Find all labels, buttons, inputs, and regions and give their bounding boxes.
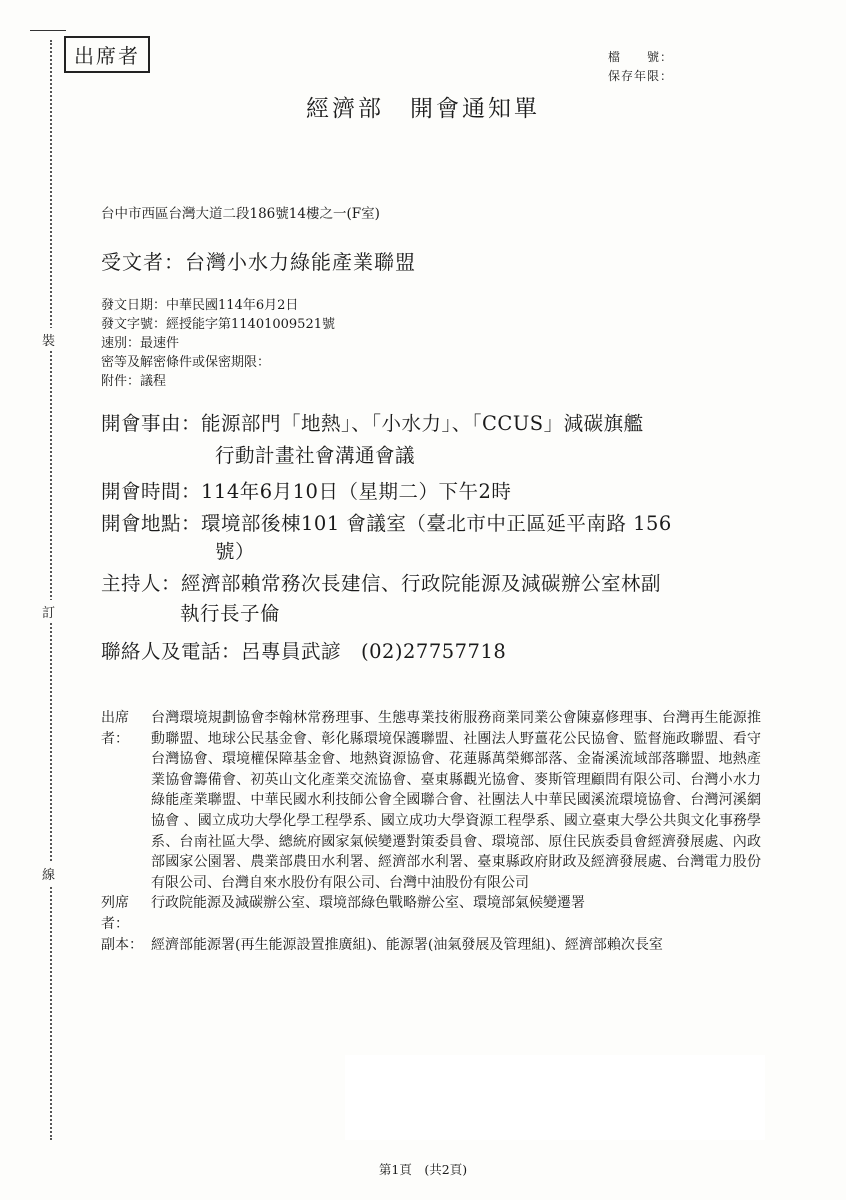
page-number: 第1頁 (共2頁) <box>378 1162 468 1177</box>
meeting-reason-label: 開會事由： <box>101 412 202 435</box>
binding-line <box>50 40 52 1140</box>
recipient-address: 台中市西區台灣大道二段186號14樓之一(F室) <box>101 206 380 222</box>
meeting-time: 開會時間：114年6月10日（星期二）下午2時 <box>101 480 512 503</box>
blank-area <box>345 1055 765 1140</box>
meeting-place: 開會地點：環境部後棟101 會議室（臺北市中正區延平南路 156 <box>101 512 672 535</box>
meeting-reason-cont: 行動計畫社會溝通會議 <box>215 444 416 467</box>
binding-mark-xian: 線 <box>42 862 55 885</box>
file-number: 檔 號： <box>608 50 674 64</box>
top-rule <box>30 30 66 31</box>
issue-date: 發文日期：中華民國114年6月2日 <box>101 298 299 313</box>
contact-person: 聯絡人及電話：呂專員武諺 (02)27757718 <box>101 640 507 663</box>
document-title: 經濟部 開會通知單 <box>306 96 540 122</box>
secrecy-level: 密等及解密條件或保密期限： <box>101 355 271 370</box>
attendees-row <box>101 708 761 893</box>
attendees-text: 台灣環境規劃協會李翰林常務理事、生態專業技術服務商業同業公會陳嘉修理事、台灣再生能源推動聯盟、地球公民基金會、彰化縣環境保護聯盟、社團法人野薑花公民協會、監督施政聯盟、看守台灣協會、環境權保障基金會、地熱資源協會、花蓮縣萬榮鄉部落、金崙溪流域部落聯盟、地熱產業協會籌備會、初英山文化產業交流協會、臺東縣觀光協會、麥斯管理顧問有限公司、台灣小水力綠能產業聯盟、中華民國水利技師公會全國聯合會、社團法人中華民國溪流環境協會、台灣河溪網協會 、國立成功大學化學工程學系、國立成功大學資源工程學系、國立臺東大學公共與文化事務學系、台南社區大學、總統府國家氣候變遷對策委員會、環境部、原住民族委員會經濟發展處、內政部國家公園署、農業部農田水利署、經濟部水利署、臺東縣政府財政及經濟發展處、台灣電力股份有限公司、台灣自來水股份有限公司、台灣中油股份有限公司 <box>151 710 761 891</box>
meeting-host: 主持人：經濟部賴常務次長建信、行政院能源及減碳辦公室林副 <box>101 572 662 595</box>
meeting-reason-text: 能源部門「地熱」、「小水力」、「CCUS」減碳旗艦 <box>201 412 644 435</box>
meeting-reason <box>101 410 644 438</box>
recipient: 受文者：台灣小水力綠能產業聯盟 <box>101 250 416 274</box>
retention-period: 保存年限： <box>608 69 674 83</box>
observers-label: 列席者： <box>101 895 129 932</box>
attendee-stamp: 出席者 <box>64 36 150 73</box>
binding-mark-ding: 訂 <box>42 600 55 623</box>
urgency: 速別：最速件 <box>101 336 180 351</box>
attendees-label: 出席者： <box>101 710 129 747</box>
copies-label: 副本： <box>101 936 143 953</box>
distribution-list <box>101 708 761 955</box>
meeting-place-cont: 號） <box>215 540 256 563</box>
binding-mark-zhuang: 裝 <box>42 328 55 351</box>
issue-number: 發文字號：經授能字第11401009521號 <box>101 317 335 332</box>
observers-text: 行政院能源及減碳辦公室、環境部綠色戰略辦公室、環境部氣候變遷署 <box>151 895 585 912</box>
attachment: 附件：議程 <box>101 374 167 389</box>
meeting-host-cont: 執行長子倫 <box>180 602 281 625</box>
observers-row <box>101 893 761 934</box>
copies-row <box>101 935 761 956</box>
copies-text: 經濟部能源署(再生能源設置推廣組)、能源署(油氣發展及管理組)、經濟部賴次長室 <box>151 936 663 953</box>
